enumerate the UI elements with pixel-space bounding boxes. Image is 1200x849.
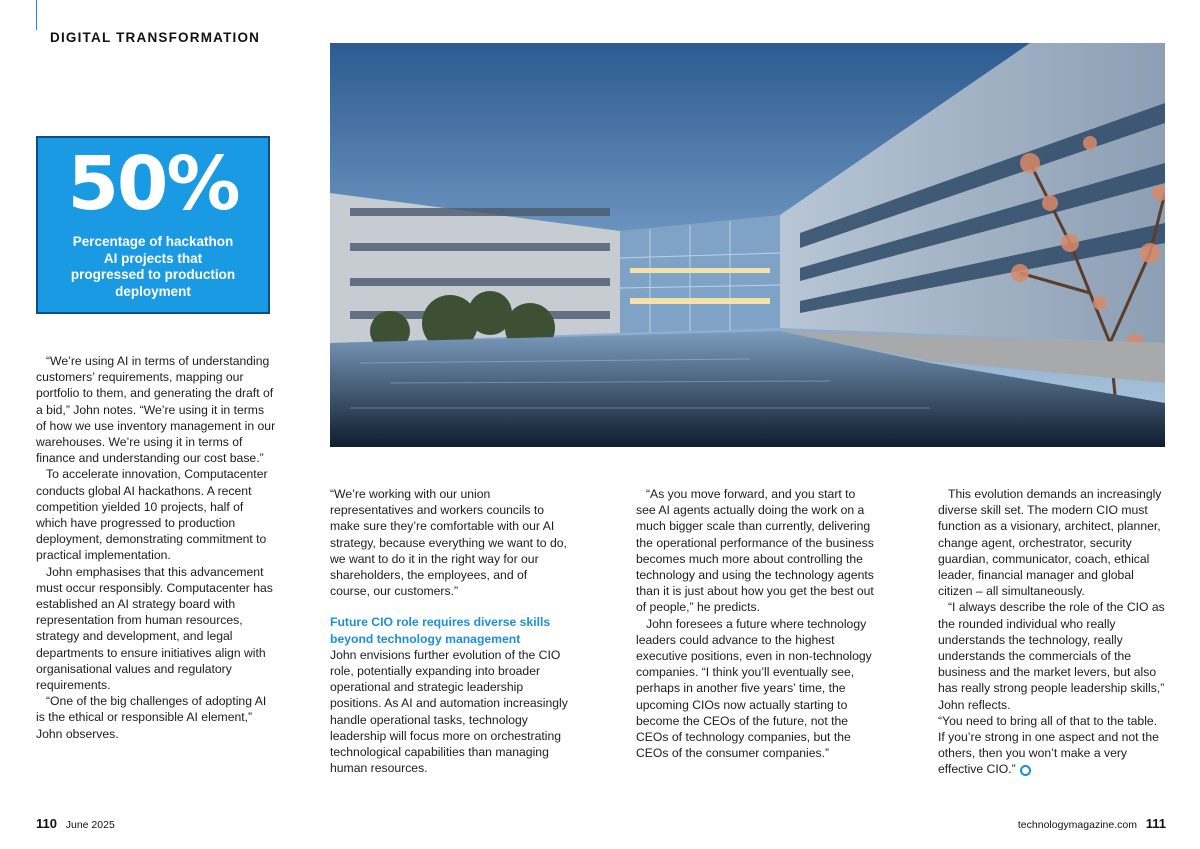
paragraph: “As you move forward, and you start to see AI agents actually doing the work on a much bigger scale than currently, delivering the operational performance of the business becomes much more about controlling the technology and using the technology agents than it is just about how you get the best out of people,” he predicts. xyxy=(636,487,874,615)
stat-value: 50% xyxy=(67,141,239,227)
column-2 xyxy=(330,486,568,776)
paragraph: “We’re working with our union representatives and workers councils to make sure they’re comfortable with our AI strategy, because everything we want to do, we want to do it in the right way for our shareholders, the employees, and of course, our customers.” xyxy=(330,487,567,599)
section-rule xyxy=(36,0,37,30)
paragraph: “We’re using AI in terms of understanding customers’ requirements, mapping our portfolio to them, and generating the draft of a bid,” John notes. “We’re using it in terms of how we use inventory management in our warehouses. We’re using it in terms of finance and understanding our cost base.” xyxy=(36,354,276,466)
section-title: DIGITAL TRANSFORMATION xyxy=(50,30,261,45)
building-illustration xyxy=(330,43,1165,447)
paragraph: John envisions further evolution of the CIO role, potentially expanding into broader operational and strategic leadership positions. As AI and automation increasingly handle operational tasks, technology leadership will focus more on orchestrating technological capabilities than managing human resources. xyxy=(330,647,568,776)
page-number-right: 111 xyxy=(1145,816,1166,831)
paragraph-final xyxy=(938,713,1166,778)
stat-callout xyxy=(36,136,270,314)
paragraph: To accelerate innovation, Computacenter conducts global AI hackathons. A recent competition yielded 10 projects, half of which have progressed to production deployment, demonstrating commitment to practical implementation. xyxy=(36,467,268,563)
end-of-article-icon xyxy=(1020,765,1031,776)
column-3 xyxy=(636,486,874,761)
site-url: technologymagazine.com xyxy=(1017,819,1137,831)
issue-date: June 2025 xyxy=(65,819,115,831)
paragraph: John foresees a future where technology leaders could advance to the highest executive positions, even in non-technology companies. “I think you’ll eventually see, perhaps in another five years’ time, the upcoming CIOs now actually starting to become the CEOs of the future, not the CEOs of technology companies, but the CEOs of the consumer companies.” xyxy=(636,616,872,761)
paragraph: This evolution demands an increasingly diverse skill set. The modern CIO must function as a visionary, architect, planner, change agent, orchestrator, security guardian, communicator, coach, ethical leader, financial manager and global citizen – all simultaneously. xyxy=(938,487,1162,599)
stat-label: Percentage of hackathon AI projects that progressed to production deployment xyxy=(70,234,236,299)
paragraph: John emphasises that this advancement must occur responsibly. Computacenter has established an AI strategy board with representation from human resources, strategy and development, and legal departments to ensure initiatives align with organisational values and regulatory requirements. xyxy=(36,564,273,693)
footer-left xyxy=(36,816,115,831)
footer-right xyxy=(1018,816,1166,831)
column-1 xyxy=(36,353,276,742)
page-number-left: 110 xyxy=(36,816,57,831)
paragraph: “I always describe the role of the CIO as the rounded individual who really understands the technology, really understands the commercials of the business and the market levers, but also has really strong people leadership skills,” John reflects. xyxy=(938,600,1165,712)
final-text: “You need to bring all of that to the table. If you’re strong in one aspect and not the others, then you won’t make a very effective CIO.” xyxy=(938,713,1159,777)
paragraph: “One of the big challenges of adopting AI is the ethical or responsible AI element,” John observes. xyxy=(36,694,267,741)
building-photo xyxy=(330,43,1165,447)
column-4 xyxy=(938,486,1166,778)
subheading: Future CIO role requires diverse skills beyond technology management xyxy=(330,615,551,646)
